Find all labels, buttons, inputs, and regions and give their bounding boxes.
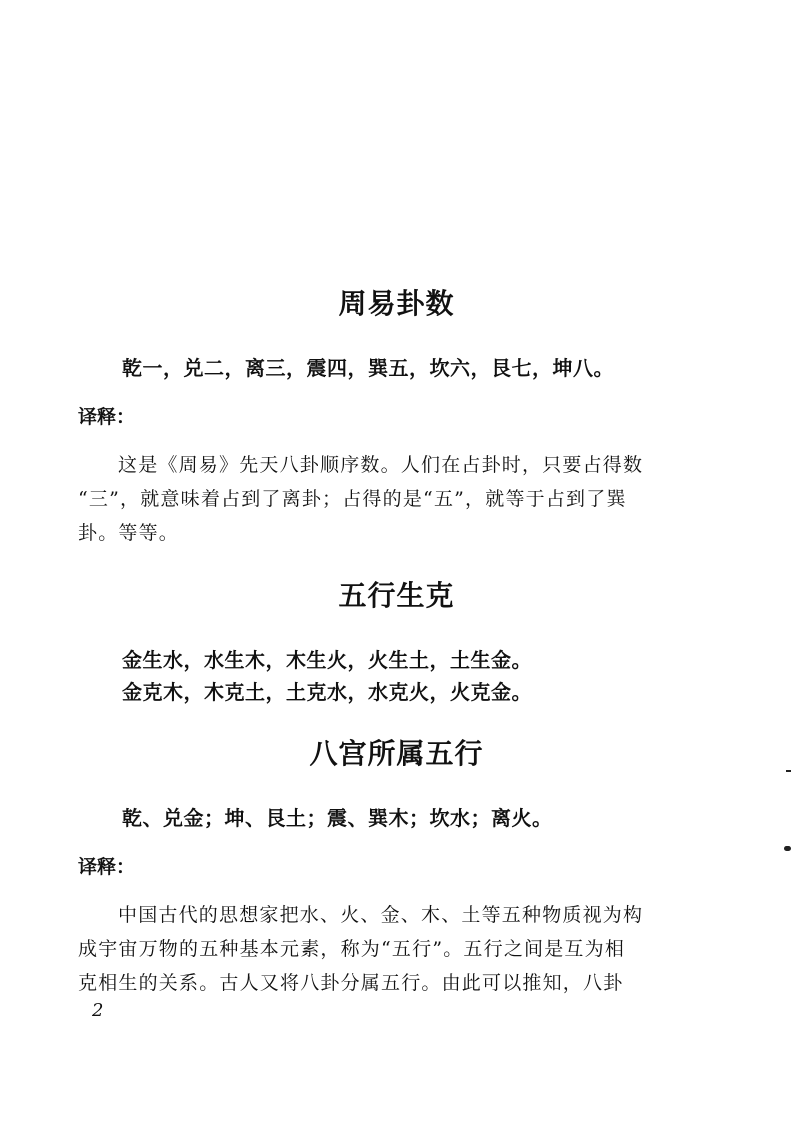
wuxing-ke-line: 金克木，木克土，土克水，水克火，火克金。	[122, 680, 532, 704]
section-title-wuxing-shengke: 五行生克	[338, 579, 455, 612]
wuxing-sheng-line: 金生水，水生木，木生火，火生土，土生金。	[122, 648, 532, 672]
paragraph-line: 卦。等等。	[78, 522, 180, 544]
paragraph-line: 克相生的关系。古人又将八卦分属五行。由此可以推知，八卦	[78, 972, 624, 994]
bagong-wuxing-line: 乾、兑金；坤、艮土；震、巽木；坎水；离火。	[122, 806, 553, 830]
translation-label: 译释：	[78, 406, 136, 428]
section-title-bagong-wuxing: 八宫所属五行	[309, 737, 484, 770]
paragraph-line: 中国古代的思想家把水、火、金、木、土等五种物质视为构	[118, 904, 644, 926]
paragraph-line: 成宇宙万物的五种基本元素，称为“五行”。五行之间是互为相	[78, 938, 626, 960]
scan-speck	[784, 846, 791, 851]
gua-number-line: 乾一，兑二，离三，震四，巽五，坎六，艮七，坤八。	[122, 356, 614, 380]
page-number: 2	[92, 1000, 104, 1021]
scan-speck	[786, 770, 791, 772]
translation-label: 译释：	[78, 856, 136, 878]
section-title-zhouyi-guashu: 周易卦数	[338, 287, 455, 320]
paragraph-line: “三”，就意味着占到了离卦；占得的是“五”，就等于占到了巽	[78, 488, 627, 510]
paragraph-line: 这是《周易》先天八卦顺序数。人们在占卦时，只要占得数	[118, 454, 644, 476]
